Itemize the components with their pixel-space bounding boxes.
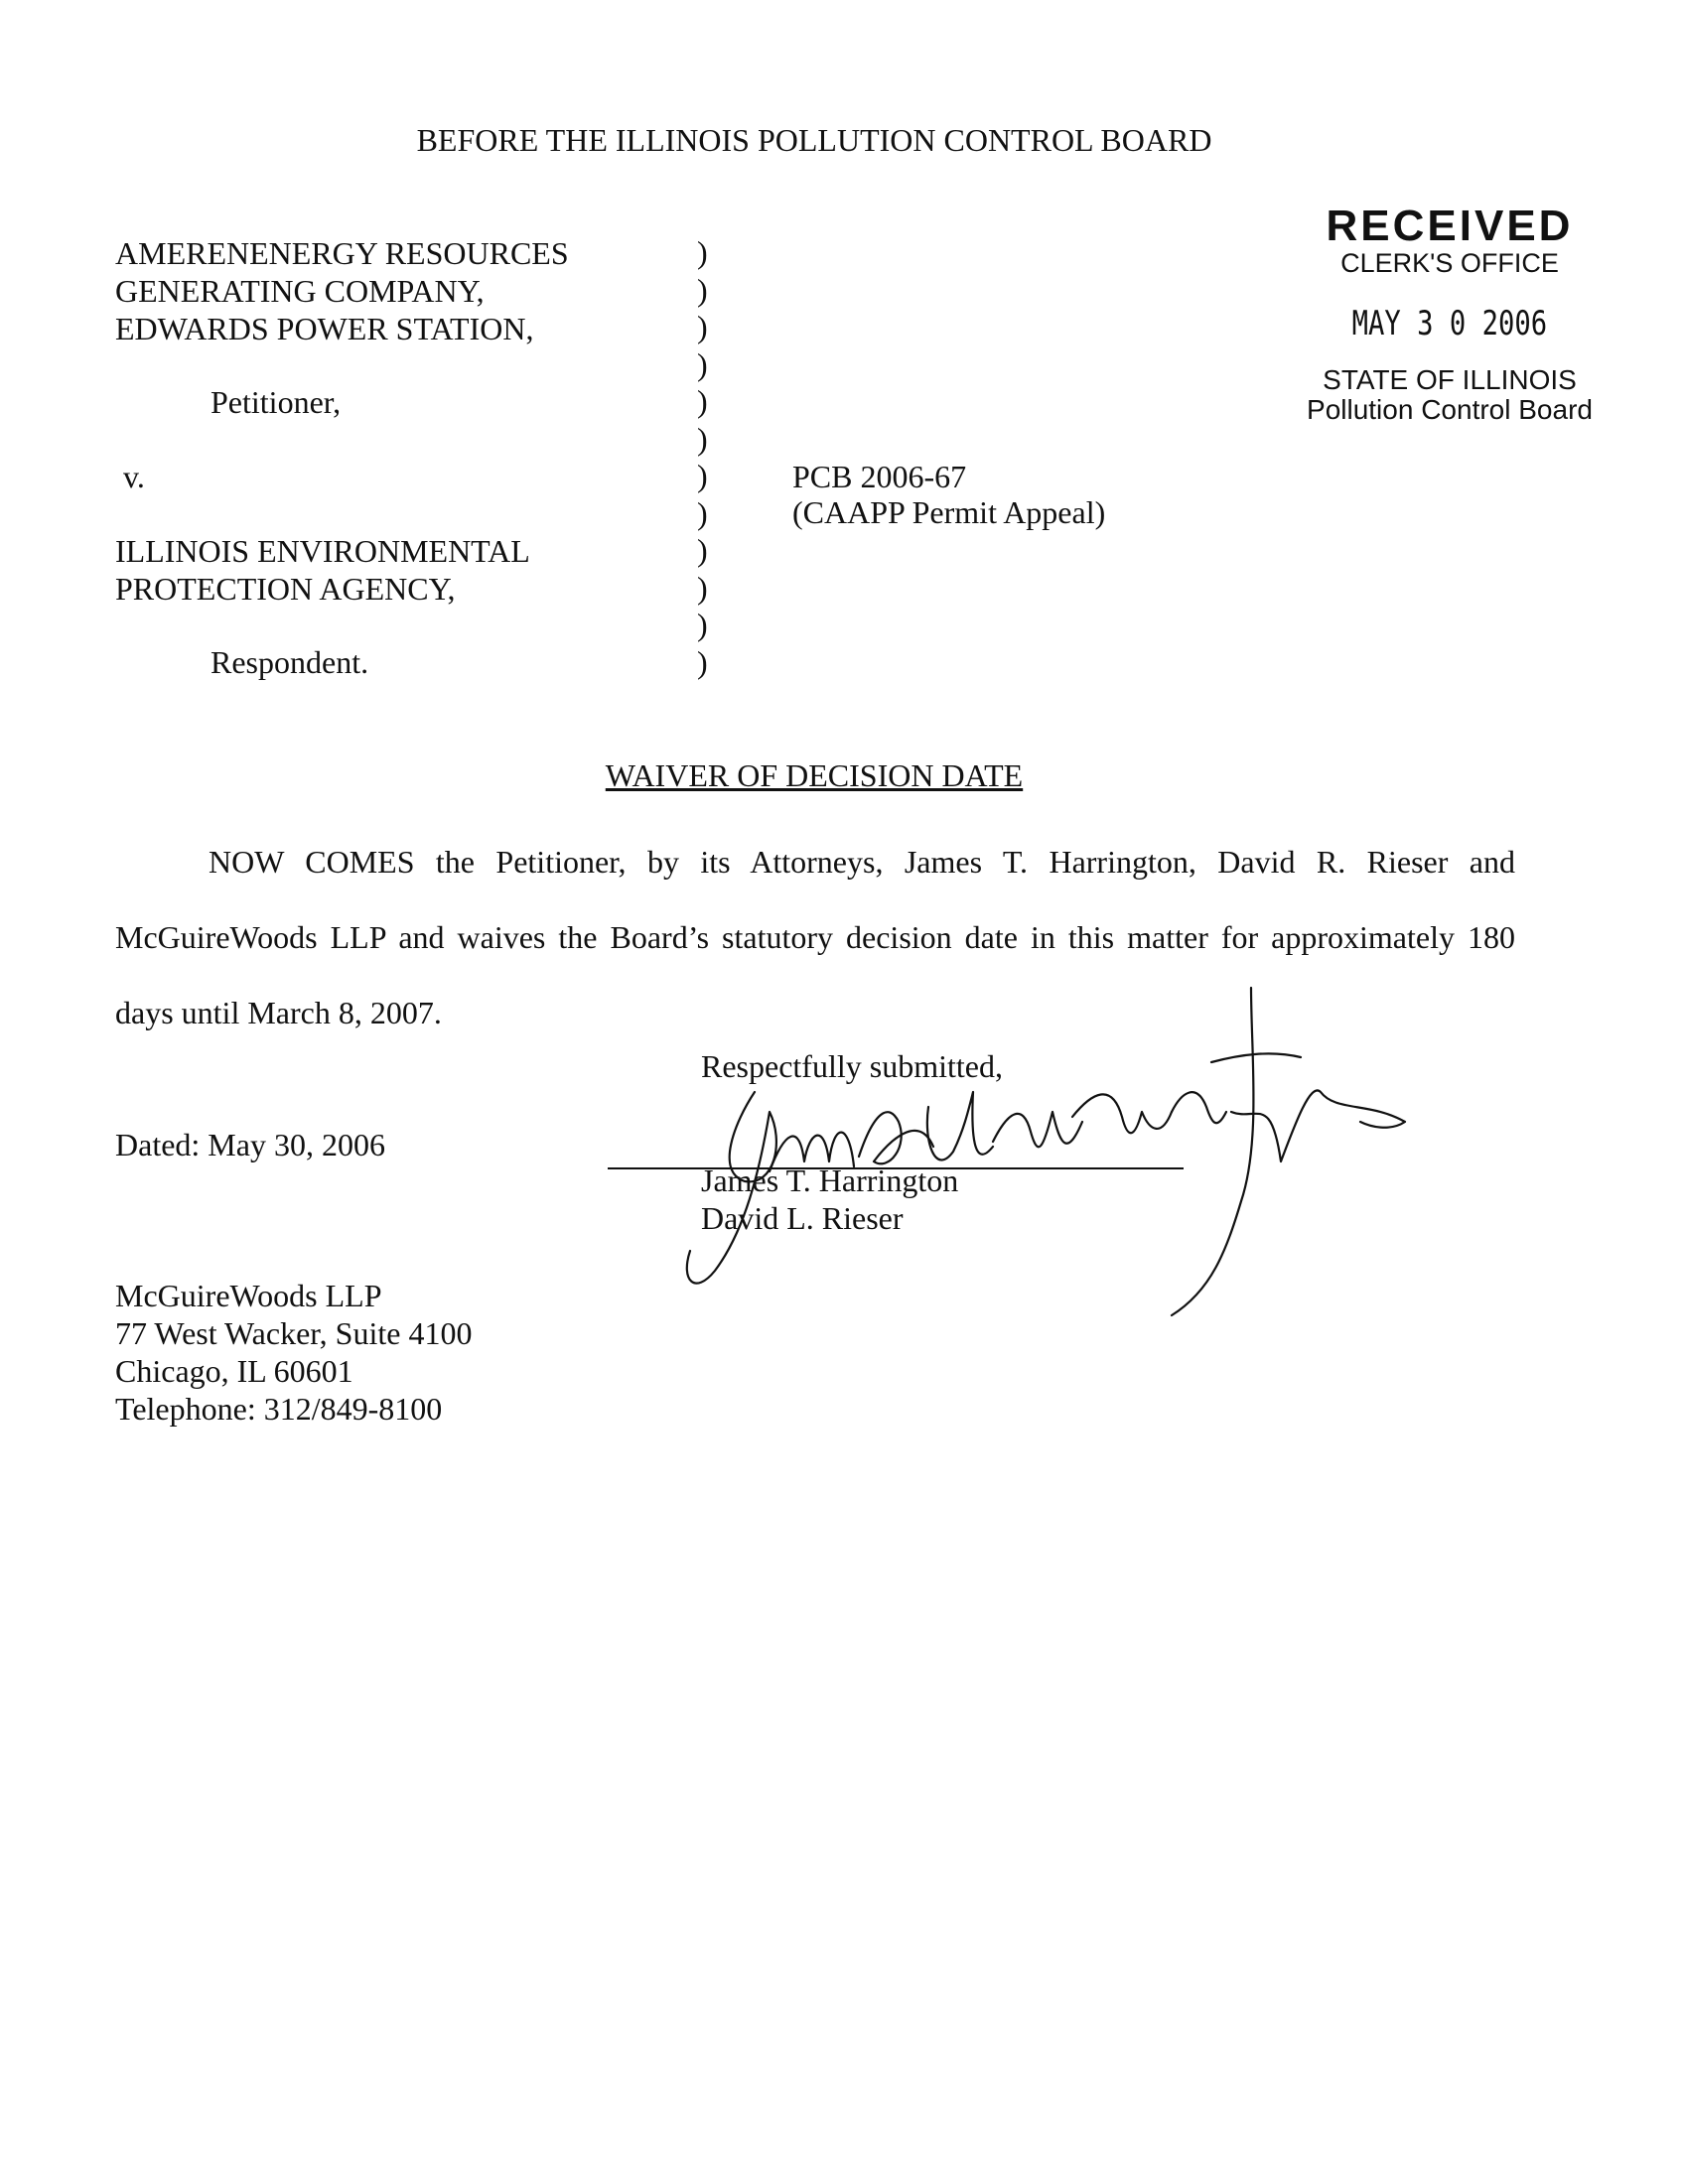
respondent-line: PROTECTION AGENCY, bbox=[115, 571, 456, 607]
court-heading: BEFORE THE ILLINOIS POLLUTION CONTROL BOARD bbox=[416, 122, 1212, 158]
petitioner-line: GENERATING COMPANY, bbox=[115, 273, 485, 309]
closing: Respectfully submitted, bbox=[701, 1048, 1003, 1084]
stamp-date: MAY 3 0 2006 bbox=[1351, 304, 1548, 343]
paren: ) bbox=[697, 643, 708, 680]
received-stamp bbox=[1281, 202, 1618, 425]
paren: ) bbox=[697, 532, 708, 568]
petitioner-role: Petitioner, bbox=[210, 384, 342, 420]
respondent-line: ILLINOIS ENVIRONMENTAL bbox=[115, 533, 530, 569]
signer-1: James T. Harrington bbox=[701, 1162, 959, 1198]
respondent-role: Respondent. bbox=[210, 644, 369, 680]
document-title: WAIVER OF DECISION DATE bbox=[605, 757, 1024, 793]
paren: ) bbox=[697, 420, 708, 457]
petitioner-line: AMERENENERGY RESOURCES bbox=[115, 235, 569, 271]
versus-label: v. bbox=[123, 459, 145, 494]
stamp-board: Pollution Control Board bbox=[1307, 394, 1593, 425]
firm-name: McGuireWoods LLP bbox=[115, 1278, 382, 1313]
firm-phone: Telephone: 312/849-8100 bbox=[115, 1391, 443, 1427]
caption-parentheses bbox=[697, 234, 727, 681]
firm-street: 77 West Wacker, Suite 4100 bbox=[115, 1315, 473, 1351]
dated: Dated: May 30, 2006 bbox=[115, 1127, 385, 1162]
body-line: NOW COMES the Petitioner, by its Attorneys, James T. Harrington, David R. Rieser and bbox=[209, 844, 1515, 880]
signer-2: David L. Rieser bbox=[701, 1200, 904, 1236]
respondent-name bbox=[115, 532, 530, 608]
paren: ) bbox=[697, 383, 708, 419]
paren: ) bbox=[697, 271, 708, 308]
body-line: McGuireWoods LLP and waives the Board’s statutory decision date in this matter for approximately 180 bbox=[115, 919, 1515, 955]
stamp-office: CLERK'S OFFICE bbox=[1340, 248, 1559, 278]
paren: ) bbox=[697, 234, 708, 270]
petitioner-line: EDWARDS POWER STATION, bbox=[115, 311, 534, 346]
firm-address bbox=[115, 1277, 472, 1428]
petitioner-name bbox=[115, 234, 569, 347]
paren: ) bbox=[697, 494, 708, 531]
stamp-state: STATE OF ILLINOIS bbox=[1323, 364, 1577, 395]
paren: ) bbox=[697, 309, 708, 344]
paren: ) bbox=[697, 345, 708, 382]
paren: ) bbox=[697, 607, 708, 642]
handwritten-signature bbox=[675, 973, 1430, 1330]
paren: ) bbox=[697, 458, 708, 493]
paren: ) bbox=[697, 569, 708, 606]
stamp-received: RECEIVED bbox=[1326, 202, 1574, 250]
body-line: days until March 8, 2007. bbox=[115, 995, 442, 1030]
firm-city: Chicago, IL 60601 bbox=[115, 1353, 353, 1389]
case-number: PCB 2006-67 bbox=[792, 459, 967, 494]
case-type: (CAAPP Permit Appeal) bbox=[792, 494, 1106, 530]
